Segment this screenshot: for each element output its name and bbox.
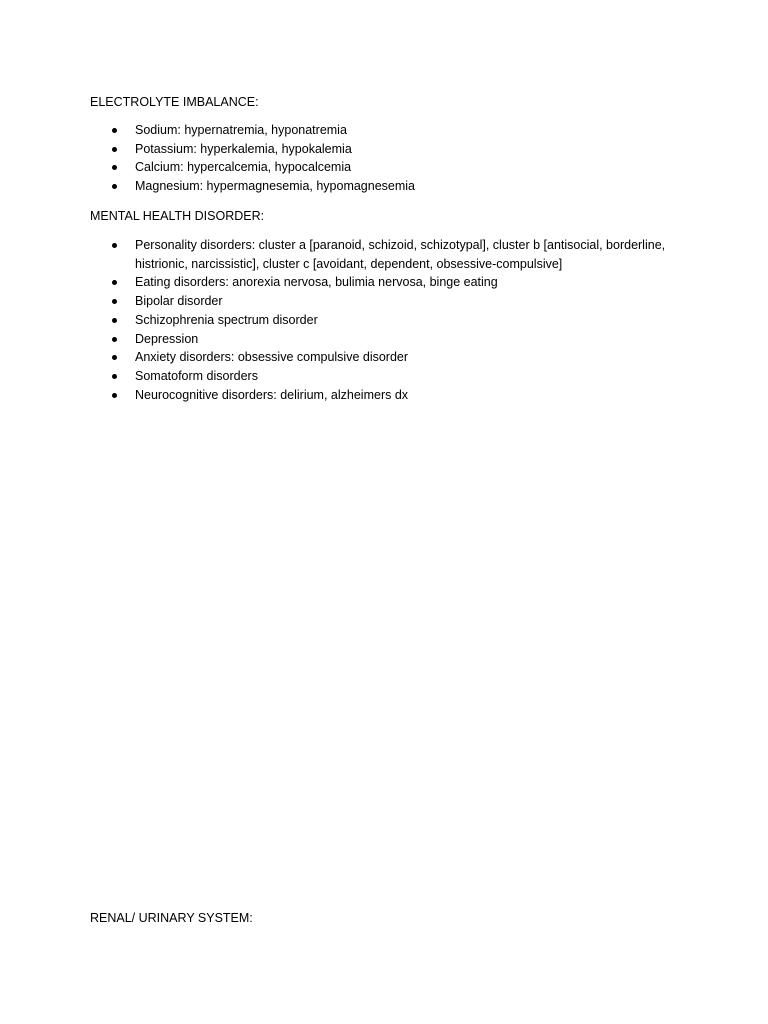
bullet-icon bbox=[112, 280, 117, 285]
mental-health-list bbox=[0, 236, 768, 404]
list-item: Magnesium: hypermagnesemia, hypomagnesemia bbox=[0, 177, 680, 196]
bullet-icon bbox=[112, 337, 117, 342]
bullet-icon bbox=[112, 299, 117, 304]
list-item: Somatoform disorders bbox=[0, 367, 680, 386]
list-item: Bipolar disorder bbox=[0, 292, 680, 311]
list-item: Calcium: hypercalcemia, hypocalcemia bbox=[0, 158, 680, 177]
bullet-icon bbox=[112, 374, 117, 379]
list-item: Anxiety disorders: obsessive compulsive disorder bbox=[0, 348, 680, 367]
heading-electrolyte-imbalance: ELECTROLYTE IMBALANCE: bbox=[90, 95, 259, 109]
bullet-icon bbox=[112, 243, 117, 248]
bullet-icon bbox=[112, 128, 117, 133]
electrolyte-list bbox=[0, 121, 768, 196]
bullet-icon bbox=[112, 355, 117, 360]
list-item: Sodium: hypernatremia, hyponatremia bbox=[0, 121, 680, 140]
bullet-icon bbox=[112, 318, 117, 323]
list-item: Eating disorders: anorexia nervosa, bulimia nervosa, binge eating bbox=[0, 273, 680, 292]
bullet-icon bbox=[112, 165, 117, 170]
list-item: Potassium: hyperkalemia, hypokalemia bbox=[0, 140, 680, 159]
bullet-icon bbox=[112, 147, 117, 152]
list-item: Personality disorders: cluster a [paranoid, schizoid, schizotypal], cluster b [antisocial, borderline, histrionic, narcissistic], cluster c [avoidant, dependent, obsessive-compulsive] bbox=[0, 236, 680, 273]
bullet-icon bbox=[112, 184, 117, 189]
list-item: Neurocognitive disorders: delirium, alzheimers dx bbox=[0, 386, 680, 405]
list-item: Depression bbox=[0, 330, 680, 349]
bullet-icon bbox=[112, 393, 117, 398]
heading-mental-health-disorder: MENTAL HEALTH DISORDER: bbox=[90, 209, 265, 223]
list-item: Schizophrenia spectrum disorder bbox=[0, 311, 680, 330]
heading-renal-urinary-system: RENAL/ URINARY SYSTEM: bbox=[90, 911, 253, 925]
